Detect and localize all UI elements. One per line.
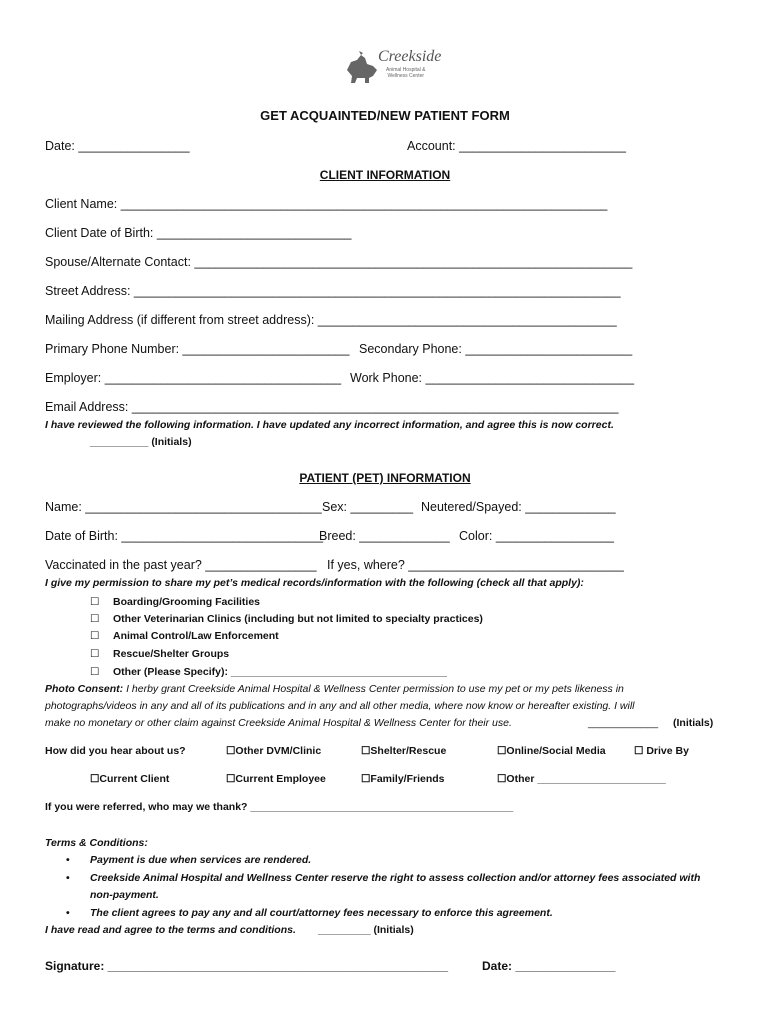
street-address-field[interactable]: Street Address: ______________________________________________________________________ <box>45 284 621 298</box>
checkbox-icon[interactable]: ☐ <box>90 666 100 678</box>
hear-option-shelter[interactable]: ☐Shelter/Rescue <box>361 745 447 757</box>
pet-name-field[interactable]: Name: __________________________________ <box>45 500 322 514</box>
pet-neutered-field[interactable]: Neutered/Spayed: _____________ <box>421 500 616 514</box>
photo-consent-initials-label: (Initials) <box>673 717 714 729</box>
option-other-specify: Other (Please Specify): _____________________________________ <box>113 666 447 678</box>
terms-item-2-cont: non-payment. <box>90 889 159 901</box>
hear-about-question: How did you hear about us? <box>45 745 186 757</box>
option-animal-control: Animal Control/Law Enforcement <box>113 630 279 642</box>
option-rescue: Rescue/Shelter Groups <box>113 648 230 660</box>
bullet: • <box>66 907 70 919</box>
logo-sub-line-1: Animal Hospital & <box>386 67 426 73</box>
email-field[interactable]: Email Address: ______________________________________________________________________ <box>45 400 619 414</box>
bullet: • <box>66 872 70 884</box>
hear-option-current-employee[interactable]: ☐Current Employee <box>226 773 326 785</box>
option-other-vet: Other Veterinarian Clinics (including but not limited to specialty practices) <box>113 613 483 625</box>
work-phone-field[interactable]: Work Phone: ______________________________ <box>350 371 635 385</box>
photo-consent-label: Photo Consent: <box>45 683 124 695</box>
hear-option-drive-by[interactable]: ☐ Drive By <box>634 745 689 757</box>
terms-item-3: The client agrees to pay any and all court/attorney fees necessary to enforce this agreement. <box>90 907 553 919</box>
client-dob-field[interactable]: Client Date of Birth: ____________________________ <box>45 226 352 240</box>
pet-color-field[interactable]: Color: _________________ <box>459 529 614 543</box>
reviewed-initials-field[interactable]: __________ (Initials) <box>90 436 192 448</box>
checkbox-icon[interactable]: ☐ <box>90 596 100 608</box>
terms-agree-statement: I have read and agree to the terms and conditions. <box>45 924 296 936</box>
photo-consent-line-2: photographs/videos in any and all of its publications and in any and all other media, where now know or hereafter existing. I will <box>45 700 635 712</box>
primary-phone-field[interactable]: Primary Phone Number: ________________________ <box>45 342 350 356</box>
logo-sub-line-2: Wellness Center <box>387 73 425 79</box>
terms-initials-field[interactable]: _________ (Initials) <box>318 924 414 936</box>
share-permission-statement: I give my permission to share my pet’s medical records/information with the following (check all that apply): <box>45 577 584 589</box>
reviewed-statement: I have reviewed the following information. I have updated any incorrect information, and agree this is now correct. <box>45 419 614 431</box>
terms-heading: Terms & Conditions: <box>45 837 148 849</box>
vaccinated-field[interactable]: Vaccinated in the past year? ________________ <box>45 558 317 572</box>
logo-name: Creekside <box>378 48 442 65</box>
hear-option-other-dvm[interactable]: ☐Other DVM/Clinic <box>226 745 322 757</box>
signature-field[interactable]: Signature: ___________________________________________________ <box>45 959 449 973</box>
spouse-contact-field[interactable]: Spouse/Alternate Contact: _______________________________________________________________ <box>45 255 633 269</box>
hear-option-other[interactable]: ☐Other ______________________ <box>497 773 666 785</box>
client-name-field[interactable]: Client Name: ______________________________________________________________________ <box>45 197 608 211</box>
hear-option-family[interactable]: ☐Family/Friends <box>361 773 445 785</box>
vaccination-where-field[interactable]: If yes, where? _______________________________ <box>327 558 624 572</box>
pet-dob-field[interactable]: Date of Birth: _____________________________ <box>45 529 324 543</box>
pet-sex-field[interactable]: Sex: _________ <box>322 500 414 514</box>
mailing-address-field[interactable]: Mailing Address (if different from street address): ___________________________________________ <box>45 313 617 327</box>
photo-consent-line-3: make no monetary or other claim against Creekside Animal Hospital & Wellness Center for their use. <box>45 717 512 729</box>
terms-item-1: Payment is due when services are rendered. <box>90 854 312 866</box>
secondary-phone-field[interactable]: Secondary Phone: ________________________ <box>359 342 633 356</box>
bullet: • <box>66 854 70 866</box>
client-info-heading: CLIENT INFORMATION <box>319 168 451 182</box>
pet-breed-field[interactable]: Breed: _____________ <box>319 529 450 543</box>
signature-date-field[interactable]: Date: _______________ <box>482 959 616 973</box>
hear-option-current-client[interactable]: ☐Current Client <box>90 773 170 785</box>
checkbox-icon[interactable]: ☐ <box>90 630 100 642</box>
terms-item-2: Creekside Animal Hospital and Wellness Center reserve the right to assess collection and/or attorney fees associated with <box>90 872 701 884</box>
photo-consent-text-1: I herby grant Creekside Animal Hospital & Wellness Center permission to use my pet or my pets likeness in <box>126 683 624 695</box>
employer-field[interactable]: Employer: __________________________________ <box>45 371 342 385</box>
account-field[interactable]: Account: ________________________ <box>407 139 626 153</box>
patient-info-heading: PATIENT (PET) INFORMATION <box>299 471 471 485</box>
checkbox-icon[interactable]: ☐ <box>90 613 100 625</box>
referred-by-field[interactable]: If you were referred, who may we thank? _____________________________________________ <box>45 801 514 813</box>
option-boarding: Boarding/Grooming Facilities <box>113 596 261 608</box>
hear-option-online[interactable]: ☐Online/Social Media <box>497 745 606 757</box>
photo-consent-initials-blank[interactable]: ____________ <box>588 717 659 729</box>
checkbox-icon[interactable]: ☐ <box>90 648 100 660</box>
date-field[interactable]: Date: ________________ <box>45 139 190 153</box>
photo-consent-line-1 <box>45 683 624 695</box>
form-title: GET ACQUAINTED/NEW PATIENT FORM <box>260 108 510 123</box>
logo-subtitle <box>386 67 425 79</box>
